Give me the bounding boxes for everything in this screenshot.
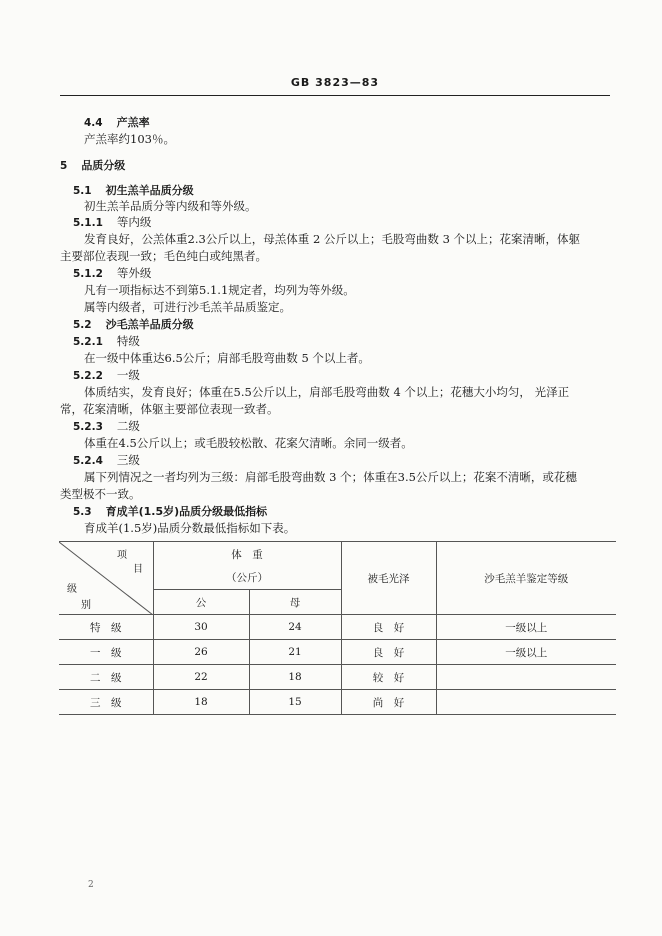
male-header: 公 (153, 590, 249, 615)
table-row (59, 615, 616, 640)
grade-cell: 二 级 (59, 665, 153, 690)
sand-grade-cell: 一级以上 (436, 615, 616, 640)
section-4-4-heading: 4.4 产羔率 (84, 116, 150, 129)
male-weight-cell: 30 (153, 615, 249, 640)
corner-grade-label: 级 (67, 584, 77, 595)
section-5-1-1-line1: 发育良好，公羔体重2.3公斤以上，母羔体重 2 公斤以上；毛股弯曲数 3 个以上；花案清晰，体躯 (84, 232, 581, 246)
female-weight-cell: 18 (249, 665, 341, 690)
standard-code-header: GB 3823—83 (290, 76, 380, 89)
section-4-4-text: 产羔率约103％。 (84, 132, 175, 146)
female-weight-cell: 21 (249, 640, 341, 665)
corner-item-label: 项 (117, 550, 127, 561)
section-5-2-4-line2: 类型极不一致。 (60, 487, 141, 501)
sand-grade-cell: 一级以上 (436, 640, 616, 665)
section-5-1-2-line1: 凡有一项指标达不到第5.1.1规定者，均列为等外级。 (84, 283, 355, 297)
table-row (59, 640, 616, 665)
sand-header: 沙毛羔羊鉴定等级 (436, 542, 616, 615)
luster-cell: 尚 好 (341, 690, 436, 715)
grade-index-table (59, 541, 616, 715)
section-5-2-4-line1: 属下列情况之一者均列为三级：肩部毛股弯曲数 3 个；体重在3.5公斤以上；花案不清晰，或花穗 (84, 470, 577, 484)
corner-target-label: 目 (133, 564, 143, 575)
section-5-3-heading: 5.3 育成羊(1.5岁)品质分级最低指标 (73, 505, 268, 518)
section-5-2-2-line1: 体质结实，发育良好；体重在5.5公斤以上，肩部毛股弯曲数 4 个以上；花穗大小均匀， 光泽正 (84, 385, 570, 399)
section-5-heading: 5 品质分级 (60, 159, 126, 172)
luster-cell: 良 好 (341, 615, 436, 640)
grade-cell: 三 级 (59, 690, 153, 715)
sand-grade-cell (436, 690, 616, 715)
section-5-1-text: 初生羔羊品质分等内级和等外级。 (84, 199, 257, 213)
corner-class-label: 别 (81, 600, 91, 611)
section-5-2-3-text: 体重在4.5公斤以上；或毛股较松散、花案欠清晰。余同一级者。 (84, 436, 413, 450)
section-5-1-heading: 5.1 初生羔羊品质分级 (73, 184, 194, 197)
section-5-2-heading: 5.2 沙毛羔羊品质分级 (73, 318, 194, 331)
section-5-2-3-heading: 5.2.3 二级 (73, 419, 140, 433)
section-5-1-2-heading: 5.1.2 等外级 (73, 266, 152, 280)
section-5-2-1-text: 在一级中体重达6.5公斤；肩部毛股弯曲数 5 个以上者。 (84, 351, 370, 365)
section-5-2-1-heading: 5.2.1 特级 (73, 334, 140, 348)
section-5-1-1-line2: 主要部位表现一致；毛色纯白或纯黑者。 (60, 249, 267, 263)
corner-diagonal (59, 542, 153, 615)
table-row (59, 690, 616, 715)
luster-header: 被毛光泽 (341, 542, 436, 615)
weight-header: 体 重 (231, 548, 263, 561)
header-rule (60, 95, 610, 96)
weight-header-cell (153, 542, 341, 590)
page-footer-mark: 2 (88, 880, 94, 890)
luster-cell: 较 好 (341, 665, 436, 690)
section-5-2-4-heading: 5.2.4 三级 (73, 453, 140, 467)
table-row (59, 665, 616, 690)
female-weight-cell: 15 (249, 690, 341, 715)
section-5-2-2-heading: 5.2.2 一级 (73, 368, 140, 382)
luster-cell: 良 好 (341, 640, 436, 665)
female-header: 母 (249, 590, 341, 615)
section-5-1-2-line2: 属等内级者，可进行沙毛羔羊品质鉴定。 (84, 300, 291, 314)
grade-cell: 特 级 (59, 615, 153, 640)
section-5-1-1-heading: 5.1.1 等内级 (73, 215, 152, 229)
grade-cell: 一 级 (59, 640, 153, 665)
weight-unit: （公斤） (226, 571, 268, 584)
section-5-2-2-line2: 常，花案清晰，体躯主要部位表现一致者。 (60, 402, 279, 416)
male-weight-cell: 22 (153, 665, 249, 690)
male-weight-cell: 18 (153, 690, 249, 715)
table-corner-cell (59, 542, 153, 615)
female-weight-cell: 24 (249, 615, 341, 640)
sand-grade-cell (436, 665, 616, 690)
male-weight-cell: 26 (153, 640, 249, 665)
section-5-3-text: 育成羊(1.5岁)品质分数最低指标如下表。 (84, 521, 296, 535)
